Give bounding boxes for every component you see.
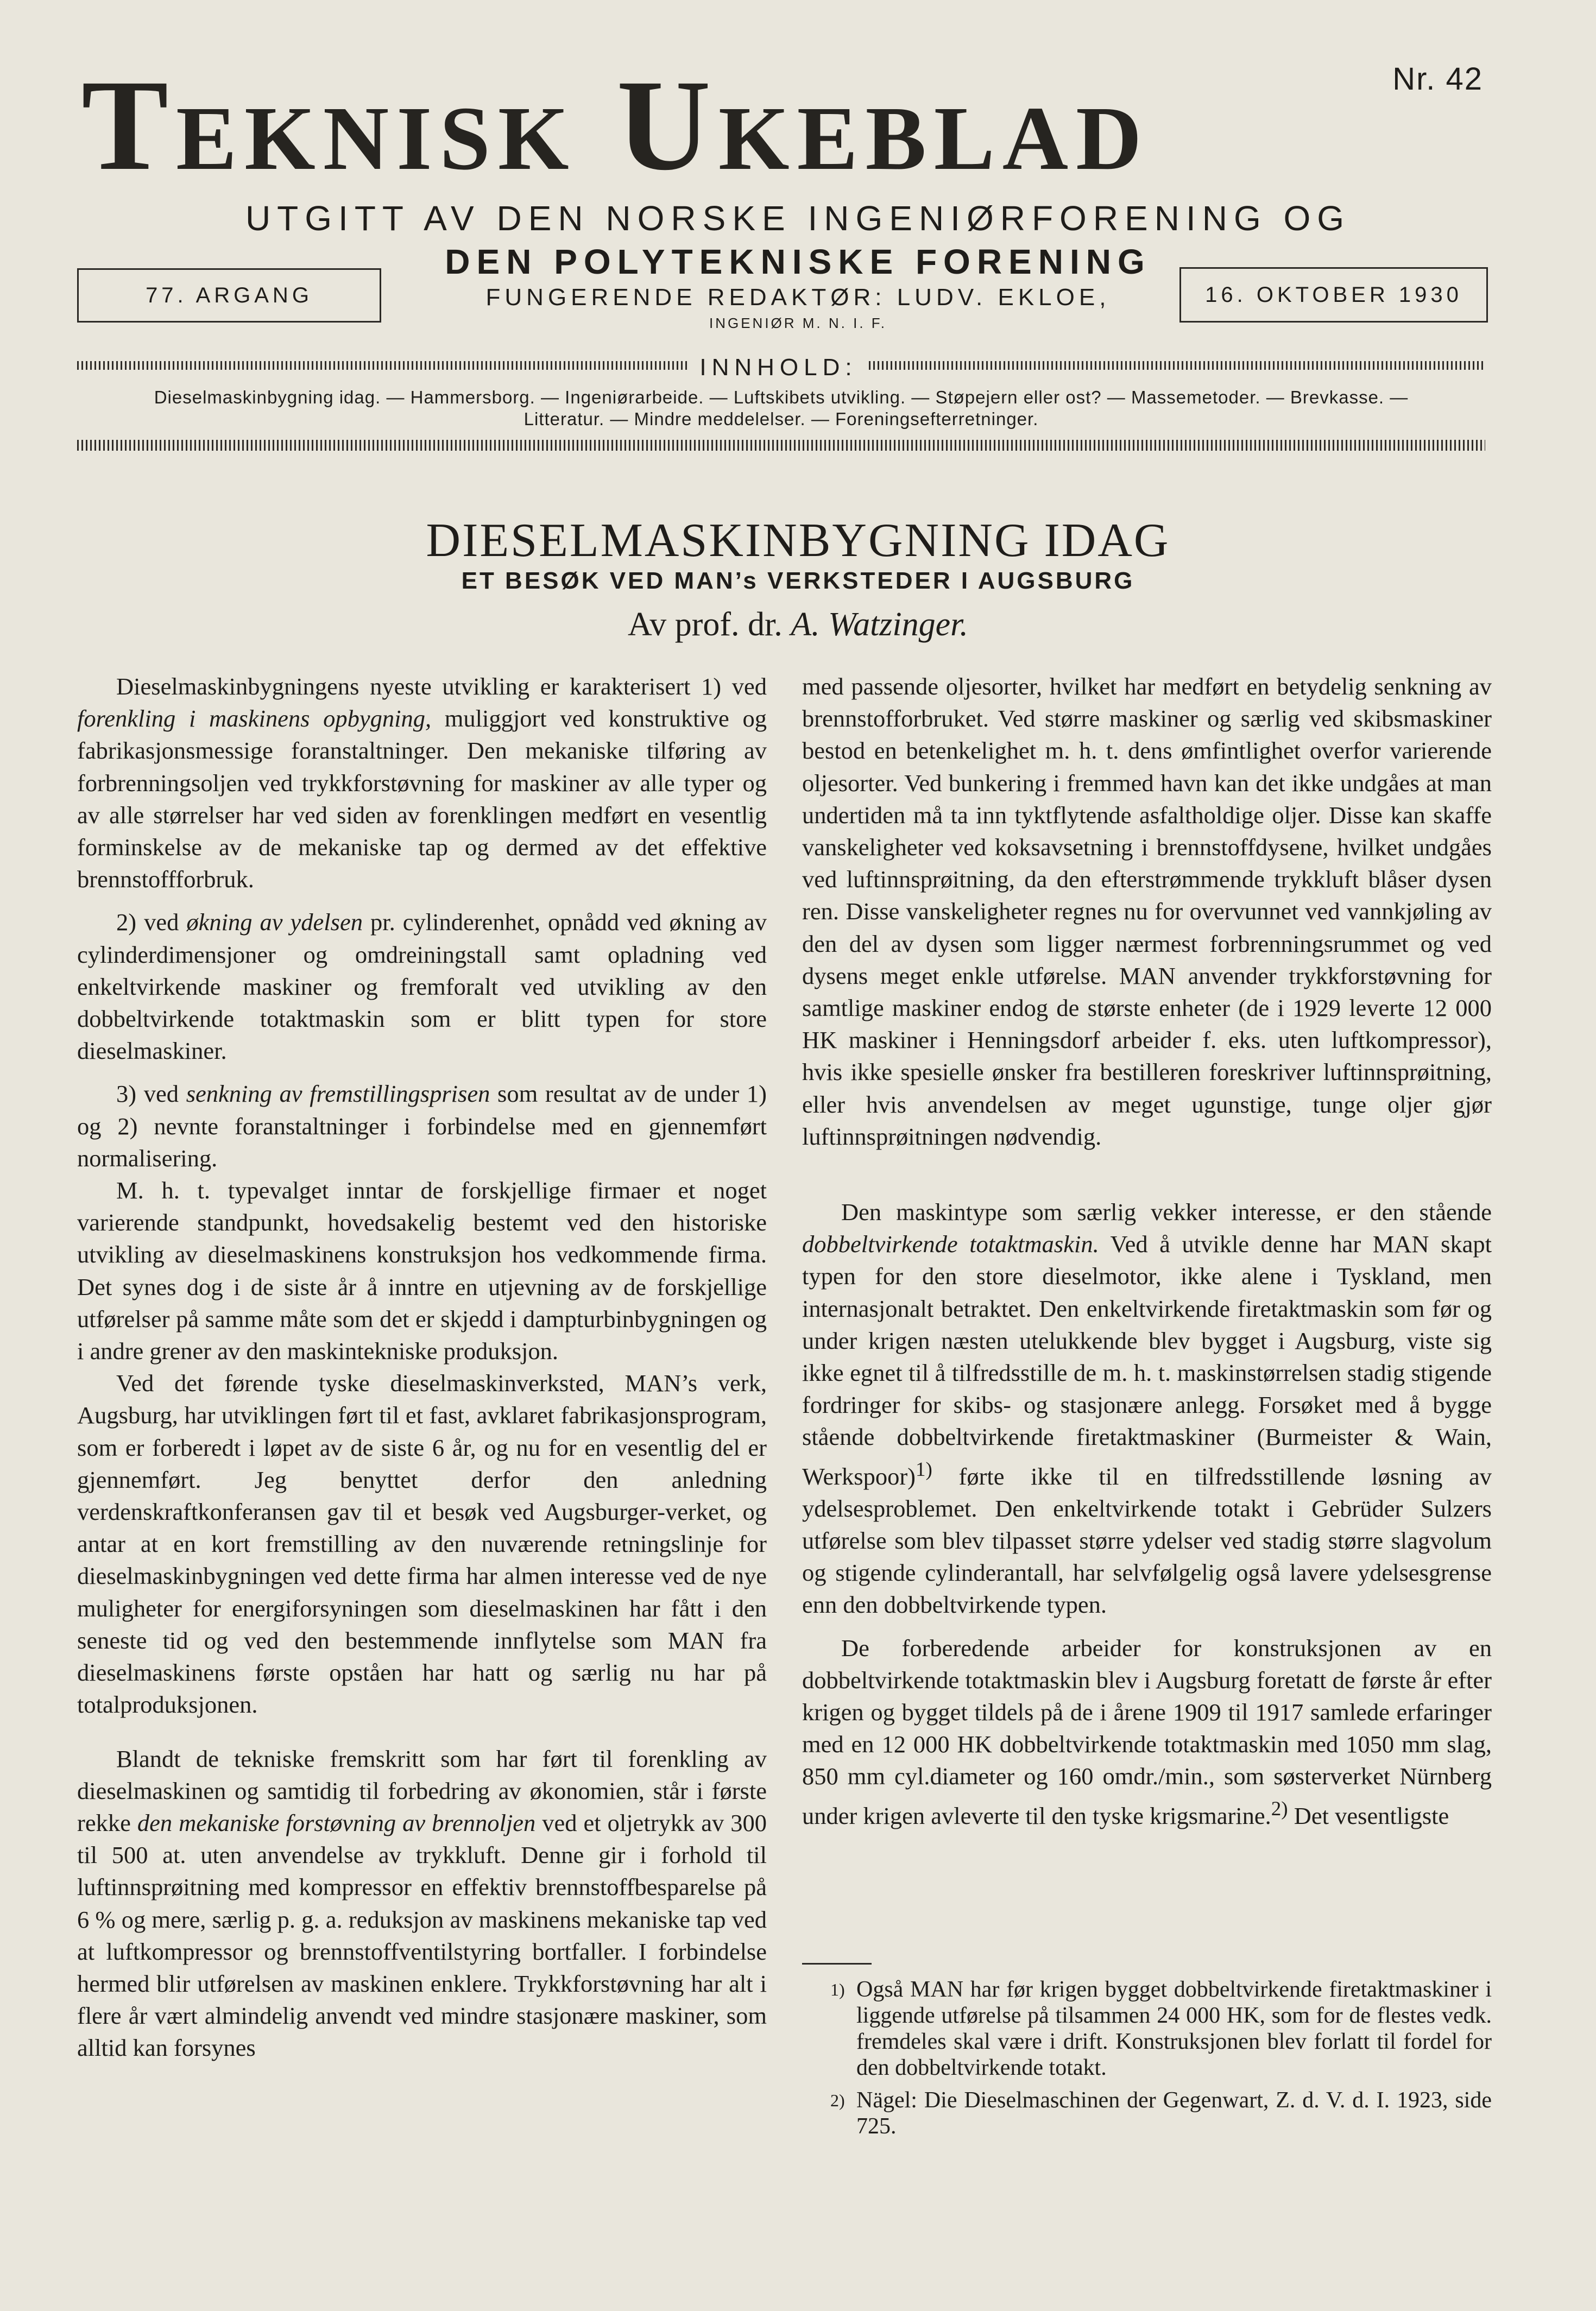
byline — [0, 605, 1596, 644]
left-paragraph-5: Ved det førende tyske dieselmaskinverksted, MAN’s verk, Augsburg, har utviklingen ført til et fast, avklaret fabrikasjonsprogram, som er forberedt i løpet av de siste 6 år, og nu for en vesentlig del er gjennemført. Jeg benyttet derfor den anledning verdenskraftkonferansen gav til et besøk ved Augsburger-verket, og antar at en kort fremstilling av den nuværende retningslinje for dieselmaskinbygningen ved dette firma har almen interesse ved de nye muligheter for energiforsyningen som dieselmaskinen har fått i den seneste tid og ved den bestemmende innflytelse som MAN fra dieselmaskinens første opståen har hatt og særlig nu har på totalproduksjonen. — [77, 1369, 767, 1719]
right-paragraph-3: De forberedende arbeider for konstruksjonen av en dobbeltvirkende totaktmaskin blev i Augsburg foretatt de første år efter krigen og bygget tildels på de i årene 1909 til 1917 samlede erfaringer med en 12 000 HK dobbeltvirkende totaktmaskin med 1050 mm slag, 850 mm cyl.diameter og 160 omdr./min., som søsterverket Nürnberg under krigen avleverte til den tyske krigsmarine.$^{2)}$ Det vesentligste — [802, 1634, 1492, 1829]
publisher-line-1: UTGITT AV DEN NORSKE INGENIØRFORENING OG — [245, 199, 1351, 238]
article-title: DIESELMASKINBYGNING IDAG — [426, 514, 1170, 567]
right-column — [802, 671, 1492, 1832]
left-paragraph-4: M. h. t. typevalget inntar de forskjellige firmaer et noget varierende standpunkt, hovedsakelig bestemt ved den historiske utvikling av dieselmaskinens konstruksjon hos vedkommende firma. Det synes dog i de siste år å inntre en utjevning av de forskjellige utførelser på samme måte som det er skjedd i dampturbinbygningen og i andre grener av den maskintekniske produksjon. — [77, 1177, 767, 1365]
editor-title: INGENIØR M. N. I. F. — [709, 315, 887, 331]
left-paragraph-1: Dieselmaskinbygningens nyeste utvikling er karakterisert 1) ved forenkling i maskinens opbygning, muliggjort ved konstruktive og fabrikasjonsmessige foranstaltninger. Den mekaniske tilføring av forbrenningsoljen ved trykkforstøvning for maskiner av alle typer og av alle størrelser har ved siden av forenklingen medført en vesentlig forminskelse av de mekaniske tap og dermed av det effektive brennstoffforbruk. — [77, 673, 767, 893]
footnote-rule — [802, 1963, 872, 1965]
article-subtitle: ET BESØK VED MAN’s VERKSTEDER I AUGSBURG — [461, 567, 1135, 594]
contents-list — [77, 387, 1485, 430]
contents-line-1: Dieselmaskinbygning idag. — Hammersborg. — Ingeniørarbeide. — Luftskibets utvikling. — Støpejern eller ost? — Massemetoder. — Brevkasse. — — [154, 387, 1409, 407]
contents-label: INNHOLD: — [699, 354, 857, 381]
left-column — [77, 671, 767, 2064]
left-paragraph-3: 3) ved senkning av fremstillingsprisen som resultat av de under 1) og 2) nevnte foranstaltninger i forbindelse med en gjennemført normalisering. — [77, 1080, 767, 1172]
right-paragraph-2: Den maskintype som særlig vekker interesse, er den stående dobbeltvirkende totaktmaskin. Ved å utvikle denne har MAN skapt typen for den store dieselmotor, ikke alene i Tyskland, men internasjonalt betraktet. Den enkeltvirkende firetaktmaskin som før og under krigen næsten utelukkende blev bygget i Augsburg, viste sig ikke egnet til å tilfredsstille de m. h. t. maskinstørrelsen stadig stigende fordringer for skibs- og stasjonære anlegg. Forsøket med å bygge stående dobbeltvirkende firetaktmaskiner (Burmeister & Wain, Werkspoor)$^{1)}$ førte ikke til en tilfredsstillende løsning av ydelsesproblemet. Den enkeltvirkende totakt i Gebrüder Sulzers utførelse som blev tilpasset større ydelser ved stadig større slagvolum og stigende cylinderantall, har selvfølgelig også lavere ydelsesgrense enn den dobbeltvirkende typen. — [802, 1198, 1492, 1619]
masthead-title: Teknisk Ukeblad — [81, 53, 1150, 197]
byline-prefix: Av prof. dr. — [628, 606, 783, 643]
right-paragraph-1: med passende oljesorter, hvilket har medført en betydelig senkning av brennstofforbruket. Ved større maskiner og særlig ved skibsmaskiner bestod en betenkelighet m. h. t. dens ømfintlighet overfor varierende oljesorter. Ved bunkering i fremmed havn kan det ikke undgåes at man undertiden må ta inn tyktflytende asfaltholdige oljer. Disse kan skaffe vanskeligheter ved koksavsetning i brennstoffdysene, hvilket undgåes ved luftinnsprøitning, da den efterstrømmende trykkluft blåser dysen ren. Disse vanskeligheter regnes nu for overvunnet ved vannkjøling av den del av dysen som ligger nærmest forbrenningsrummet og ved dysens meget enkle utførelse. MAN anvender trykkforstøvning for samtlige maskiner endog de største enheter (de i 1929 leverte 12 000 HK maskiner i Henningsdorf arbeider f. eks. uten luftkompressor), hvis ikke spesielle ønsker fra bestilleren foreskriver luftinnsprøitning, eller hvis anvendelsen av meget ugunstige, tunge oljer gjør luftinnsprøitningen nødvendig. — [802, 673, 1492, 1150]
contents-line-2: Litteratur. — Mindre meddelelser. — Foreningsefterretninger. — [523, 409, 1039, 429]
dotted-rule-bottom — [77, 440, 1485, 451]
footnote-text-2: Nägel: Die Dieselmaschinen der Gegenwart, Z. d. V. d. I. 1923, side 725. — [856, 2088, 1492, 2139]
footnote-ref-1: 1) — [915, 1458, 932, 1481]
dotted-rule-right — [869, 361, 1485, 370]
left-paragraph-2: 2) ved økning av ydelsen pr. cylinderenhet, opnådd ved økning av cylinderdimensjoner og omdreiningstall samt opladning ved enkeltvirkende maskiner og fremforalt ved utvikling av den dobbeltvirkende totaktmaskin som er blitt typen for store dieselmaskiner. — [77, 908, 767, 1065]
footnote-text-1: Også MAN har før krigen bygget dobbeltvirkende firetaktmaskiner i liggende utførelse på tilsammen 24 000 HK, som for de flestes vedk. fremdeles skal være i drift. Konstruksjonen blev forlatt til fordel for den dobbeltvirkende totakt. — [856, 1977, 1492, 2080]
footnote-mark-1: 1) — [830, 1980, 845, 1999]
volume-box — [77, 268, 381, 323]
volume-label: 77. ARGANG — [146, 283, 313, 307]
footnote-2 — [802, 2087, 1492, 2139]
editor-line: FUNGERENDE REDAKTØR: LUDV. EKLOE, — [485, 284, 1111, 311]
footnote-ref-2: 2) — [1271, 1797, 1288, 1820]
footnote-mark-2: 2) — [830, 2091, 845, 2110]
issue-number: Nr. 42 — [1392, 61, 1483, 97]
date-label: 16. OKTOBER 1930 — [1205, 282, 1462, 307]
date-box — [1179, 267, 1488, 323]
dotted-rule-left — [77, 361, 688, 370]
publisher-line-2: DEN POLYTEKNISKE FORENING — [445, 242, 1151, 281]
footnotes — [802, 1963, 1492, 2146]
footnote-1 — [802, 1977, 1492, 2081]
byline-author: A. Watzinger. — [791, 606, 968, 643]
left-paragraph-6: Blandt de tekniske fremskritt som har ført til forenkling av dieselmaskinen og samtidig til forbedring av økonomien, står i første rekke den mekaniske forstøvning av brennoljen ved et oljetrykk av 300 til 500 at. uten anvendelse av trykkluft. Denne gir i forhold til luftinnsprøitning med kompressor en effektiv brennstoffbesparelse på 6 % og mere, særlig p. g. a. reduksjon av maskinens mekaniske tap ved at luftkompressor og brennstoffventilstyring bortfaller. I forbindelse hermed blir utførelsen av maskinen enklere. Trykkforstøvning har alt i flere år vært almindelig anvendt ved mindre stasjonære maskiner, som alltid kan forsynes — [77, 1745, 767, 2062]
